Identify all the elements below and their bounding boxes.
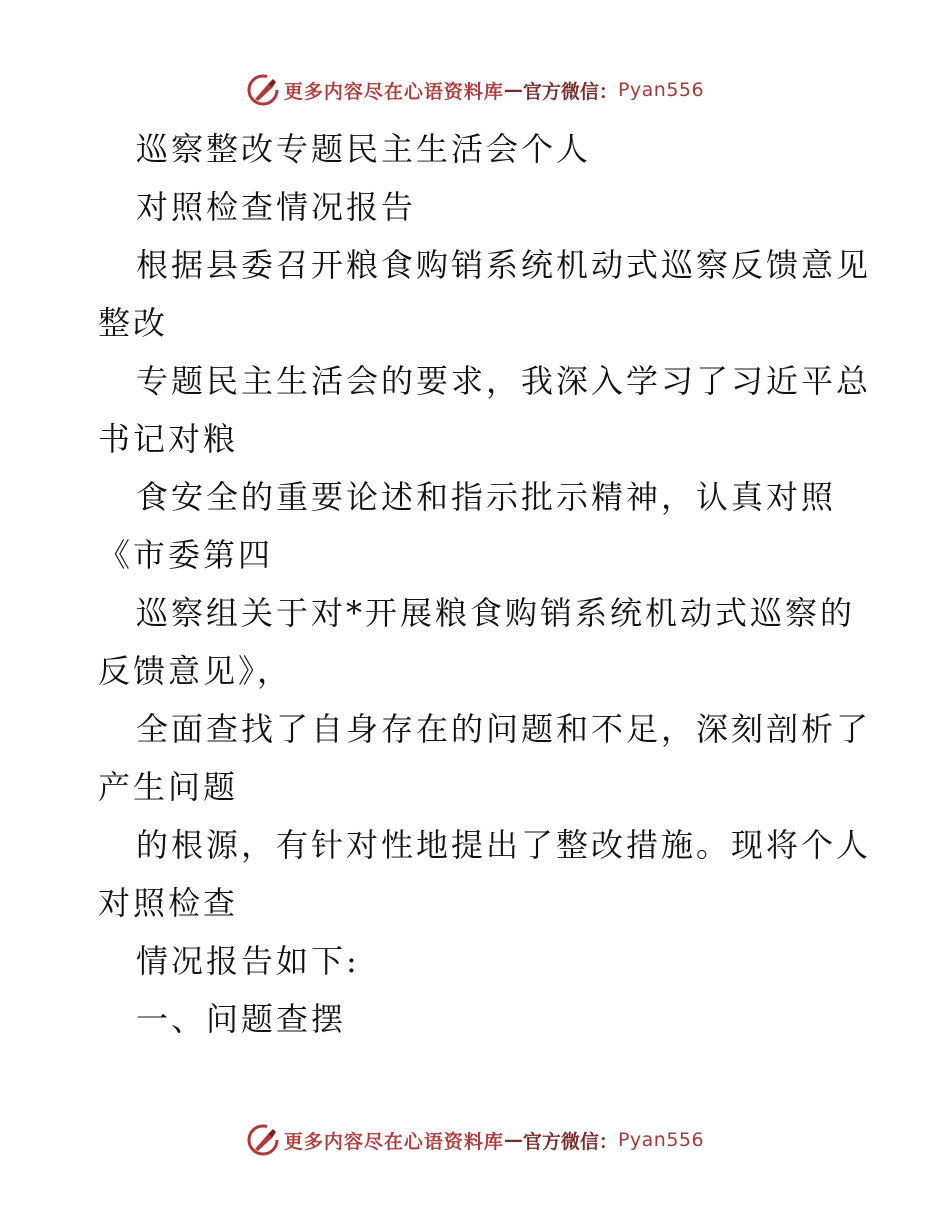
document-body <box>98 120 872 1048</box>
paragraph-line: 整改 <box>98 304 169 342</box>
paragraph-line: 食安全的重要论述和指示批示精神，认真对照 <box>136 478 837 516</box>
paragraph-line: 的根源，有针对性地提出了整改措施。现将个人 <box>136 826 872 864</box>
section-heading: 一、问题查摆 <box>136 1000 347 1038</box>
watermark-library-text: 更多内容尽在心语资料库 <box>283 1130 504 1153</box>
paragraph-line: 巡察组关于对*开展粮食购销系统机动式巡察的 <box>136 594 856 632</box>
paragraph-line: 对照检查 <box>98 884 239 922</box>
paragraph-line: 产生问题 <box>98 768 239 806</box>
watermark-separator: — <box>503 1129 523 1151</box>
watermark-wechat-id: Pyan556 <box>617 79 705 101</box>
paragraph-line: 情况报告如下: <box>136 942 360 980</box>
paragraph-line: 根据县委召开粮食购销系统机动式巡察反馈意见 <box>136 246 872 284</box>
watermark-wechat-id: Pyan556 <box>617 1129 705 1151</box>
pen-nib-circle-icon <box>246 73 280 107</box>
paragraph-line: 全面查找了自身存在的问题和不足，深刻剖析了 <box>136 710 872 748</box>
paragraph-line: 《市委第四 <box>98 536 274 574</box>
document-title-line-2: 对照检查情况报告 <box>136 188 417 226</box>
paragraph-line: 专题民主生活会的要求，我深入学习了习近平总 <box>136 362 872 400</box>
paragraph-line: 反馈意见》， <box>98 652 293 690</box>
watermark-wechat-label: 官方微信： <box>522 80 618 103</box>
watermark-separator: — <box>503 79 523 101</box>
header-watermark <box>0 70 950 110</box>
paragraph-line: 书记对粮 <box>98 420 239 458</box>
watermark-wechat-label: 官方微信： <box>522 1130 618 1153</box>
document-title-line-1: 巡察整改专题民主生活会个人 <box>136 130 592 168</box>
watermark-library-text: 更多内容尽在心语资料库 <box>283 80 504 103</box>
pen-nib-circle-icon <box>246 1123 280 1157</box>
footer-watermark <box>0 1120 950 1160</box>
